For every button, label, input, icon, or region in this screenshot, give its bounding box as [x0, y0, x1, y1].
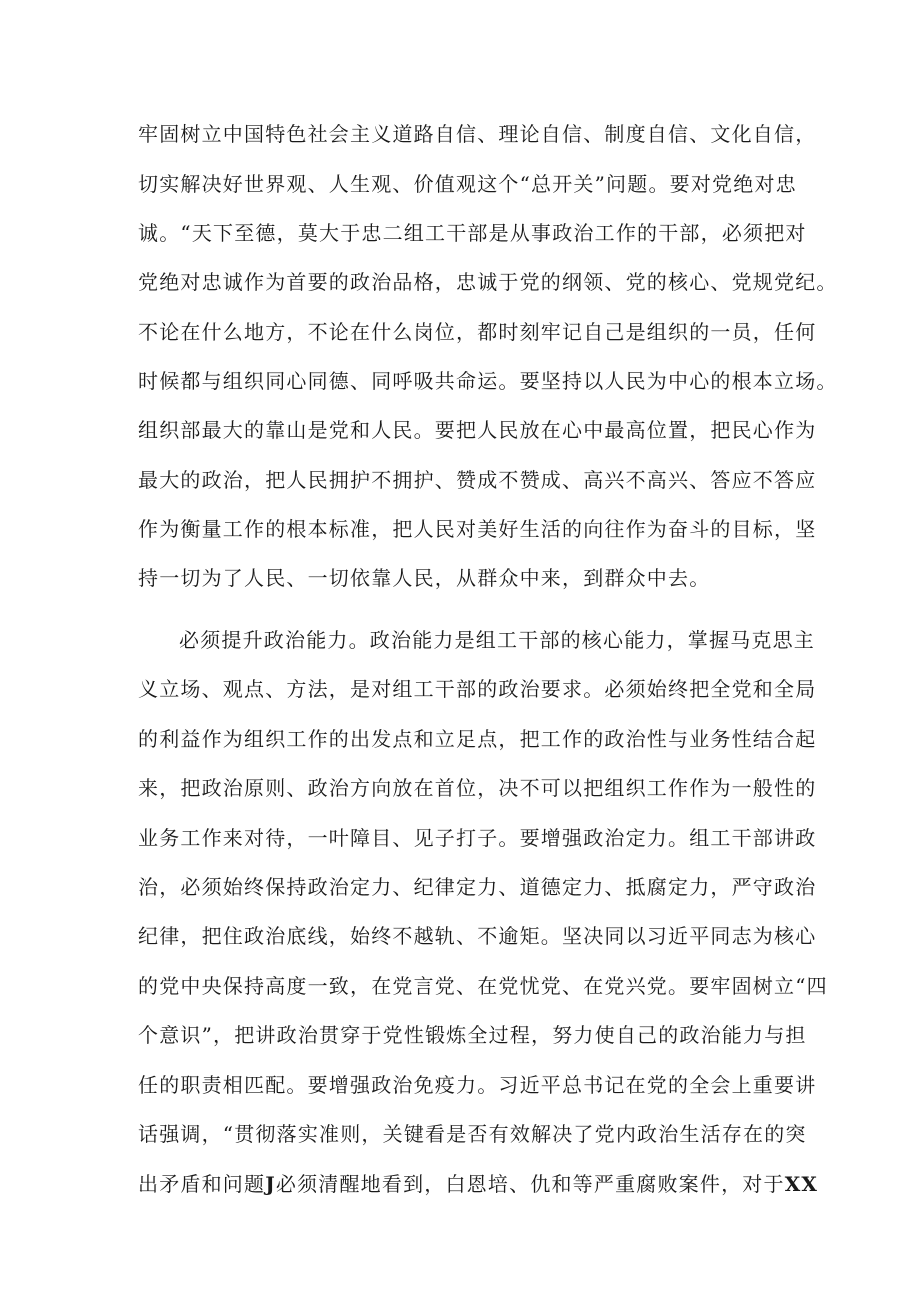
bold-segment: J	[265, 1172, 276, 1196]
bold-segment: XX	[784, 1172, 819, 1196]
text-line: 持一切为了人民、一切依靠人民，从群众中来，到群众中去。	[138, 566, 711, 590]
text-line: 话强调，“贯彻落实准则，关键看是否有效解决了党内政治生活存在的突	[138, 1122, 807, 1146]
text-line: 诚。“天下至德，莫大于忠二组工干部是从事政治工作的干部，必须把对	[138, 221, 807, 245]
text-line-last	[138, 1172, 819, 1196]
text-line: 来，把政治原则、政治方向放在首位，决不可以把组织工作作为一般性的	[138, 776, 817, 800]
text-line: 组织部最大的靠山是党和人民。要把人民放在心中最高位置，把民心作为	[138, 418, 817, 442]
text-line: 义立场、观点、方法，是对组工干部的政治要求。必须始终把全党和全局	[138, 677, 817, 701]
text-segment: 必须清醒地看到，白恩培、仇和等严重腐败案件，对于	[275, 1172, 785, 1196]
text-line: 个意识”，把讲政治贯穿于党性锻炼全过程，努力使自己的政治能力与担	[138, 1023, 807, 1047]
text-line: 治，必须始终保持政治定力、纪律定力、道德定力、抵腐定力，严守政治	[138, 875, 817, 899]
text-line: 牢固树立中国特色社会主义道路自信、理论自信、制度自信、文化自信，	[138, 122, 817, 146]
text-line: 任的职责相匹配。要增强政治免疫力。习近平总书记在党的全会上重要讲	[138, 1073, 817, 1097]
text-line: 业务工作来对待，一叶障目、见子打子。要增强政治定力。组工干部讲政	[138, 826, 817, 850]
text-line: 切实解决好世界观、人生观、价值观这个“总开关”问题。要对党绝对忠	[138, 172, 797, 196]
text-line: 的党中央保持高度一致，在党言党、在党忧党、在党兴党。要牢固树立“四	[138, 974, 828, 998]
text-line: 的利益作为组织工作的出发点和立足点，把工作的政治性与业务性结合起	[138, 727, 817, 751]
text-line: 纪律，把住政治底线，始终不越轨、不逾矩。坚决同以习近平同志为核心	[138, 924, 817, 948]
text-line: 时候都与组织同心同德、同呼吸共命运。要坚持以人民为中心的根本立场。	[138, 369, 838, 393]
text-line: 最大的政治，把人民拥护不拥护、赞成不赞成、高兴不高兴、答应不答应	[138, 468, 817, 492]
text-line: 作为衡量工作的根本标准，把人民对美好生活的向往作为奋斗的目标，坚	[138, 517, 817, 541]
text-line: 党绝对忠诚作为首要的政治品格，忠诚于党的纲领、党的核心、党规党纪。	[138, 270, 838, 294]
text-line: 不论在什么地方，不论在什么岗位，都时刻牢记自己是组织的一员，任何	[138, 320, 817, 344]
paragraph-first-line: 必须提升政治能力。政治能力是组工干部的核心能力，掌握马克思主	[179, 628, 815, 652]
text-segment: 出矛盾和问题	[138, 1172, 266, 1196]
